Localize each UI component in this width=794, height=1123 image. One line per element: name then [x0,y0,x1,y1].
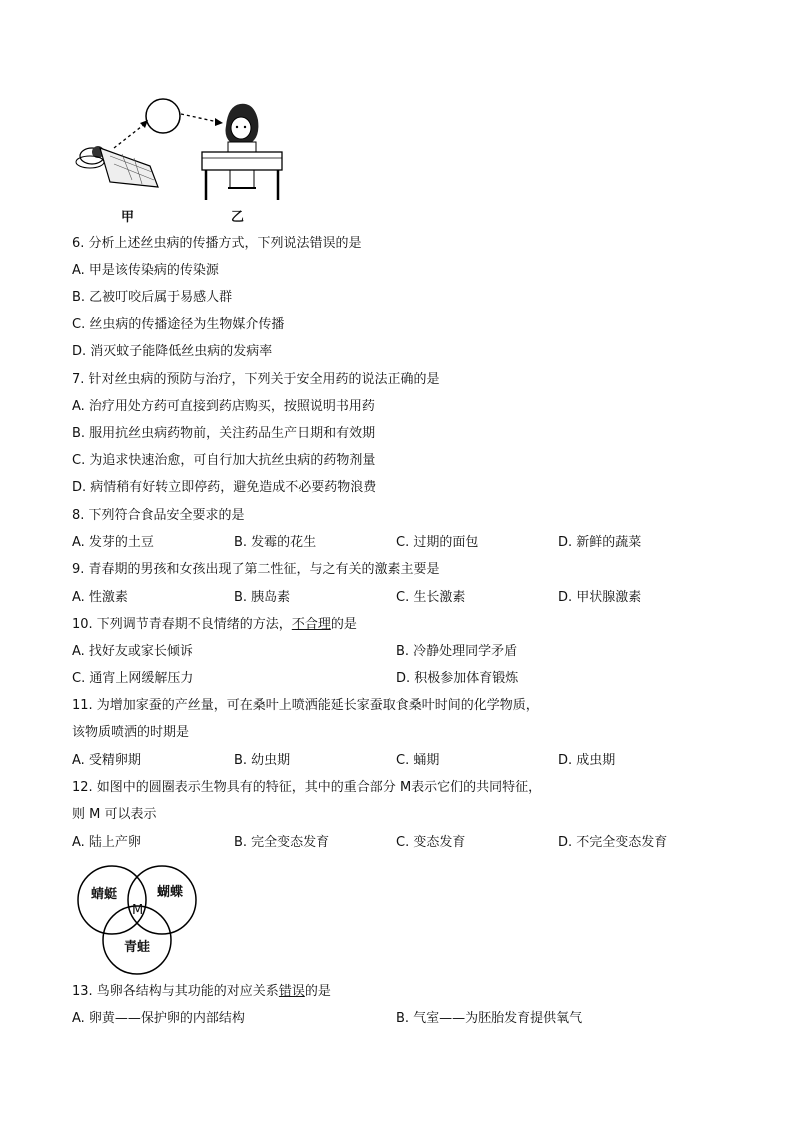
q9-stem: 9. 青春期的男孩和女孩出现了第二性征，与之有关的激素主要是 [72,562,440,577]
q8-option-b: B. 发霉的花生 [234,535,317,550]
q6-stem: 6. 分析上述丝虫病的传播方式，下列说法错误的是 [72,236,362,251]
q10-stem-underlined: 不合理 [291,617,331,632]
q8-stem: 8. 下列符合食品安全要求的是 [72,508,245,523]
q11-option-b: B. 幼虫期 [234,753,291,768]
arrow-to-circle [114,123,146,148]
q13-stem [72,983,331,1001]
figure-label-yi: 乙 [231,210,245,225]
q7-option-b: B. 服用抗丝虫病药物前，关注药品生产日期和有效期 [72,426,376,441]
q10-option-c: C. 通宵上网缓解压力 [72,671,194,686]
q6-option-a: A. 甲是该传染病的传染源 [72,263,219,278]
venn-label-butterfly: 蝴蝶 [157,885,184,900]
q6-option-c: C. 丝虫病的传播途径为生物媒介传播 [72,317,285,332]
q6-option-d: D. 消灭蚊子能降低丝虫病的发病率 [72,344,273,359]
venn-circle-butterfly [128,866,196,934]
q8-option-a: A. 发芽的土豆 [72,535,154,550]
q7-option-a: A. 治疗用处方药可直接到药店购买，按照说明书用药 [72,399,375,414]
q13-stem-underlined: 错误 [278,984,305,999]
q8-option-c: C. 过期的面包 [396,535,479,550]
q13-option-a: A. 卵黄——保护卵的内部结构 [72,1011,245,1026]
q13-option-b: B. 气室——为胚胎发育提供氧气 [396,1011,583,1026]
q9-option-c: C. 生长激素 [396,590,466,605]
q11-option-a: A. 受精卵期 [72,753,141,768]
sick-person-icon [76,146,158,187]
arrow-to-student [181,114,218,122]
q6-option-b: B. 乙被叮咬后属于易感人群 [72,290,233,305]
q12-option-c: C. 变态发育 [396,835,466,850]
q11-stem-line1: 11. 为增加家蚕的产丝量，可在桑叶上喷洒能延长家蚕取食桑叶时间的化学物质， [72,698,539,713]
q13-stem-pre: 13. 鸟卵各结构与其功能的对应关系 [72,984,279,999]
q9-option-a: A. 性激素 [72,590,128,605]
q8-option-d: D. 新鲜的蔬菜 [558,535,642,550]
q12-option-d: D. 不完全变态发育 [558,835,668,850]
q9-option-b: B. 胰岛素 [234,590,291,605]
q11-option-c: C. 蛹期 [396,753,440,768]
q10-option-d: D. 积极参加体育锻炼 [396,671,519,686]
q11-stem-line2: 该物质喷洒的时期是 [72,725,190,740]
q12-stem-line2: 则 M 可以表示 [72,807,157,822]
q10-option-b: B. 冷静处理同学矛盾 [396,644,518,659]
q9-option-d: D. 甲状腺激素 [558,590,642,605]
q7-option-d: D. 病情稍有好转立即停药，避免造成不必要药物浪费 [72,480,377,495]
venn-label-m: M [132,903,144,918]
student-at-desk-icon [202,104,282,200]
q12-option-a: A. 陆上产卵 [72,835,141,850]
transmission-figure [70,92,300,232]
q7-option-c: C. 为追求快速治愈，可自行加大抗丝虫病的药物剂量 [72,453,376,468]
q12-option-b: B. 完全变态发育 [234,835,330,850]
q12-stem-line1: 12. 如图中的圆圈表示生物具有的特征，其中的重合部分 M表示它们的共同特征， [72,780,542,795]
figure-label-jia: 甲 [121,210,135,225]
venn-label-dragonfly: 蜻蜓 [91,887,118,902]
q10-option-a: A. 找好友或家长倾诉 [72,644,193,659]
q11-option-d: D. 成虫期 [558,753,616,768]
q10-stem-post: 的是 [330,617,357,632]
vector-circle [146,99,180,133]
q13-stem-post: 的是 [304,984,331,999]
q10-stem-pre: 10. 下列调节青春期不良情绪的方法， [72,617,292,632]
q7-stem: 7. 针对丝虫病的预防与治疗，下列关于安全用药的说法正确的是 [72,372,440,387]
q10-stem [72,616,357,634]
venn-label-frog: 青蛙 [124,940,151,955]
